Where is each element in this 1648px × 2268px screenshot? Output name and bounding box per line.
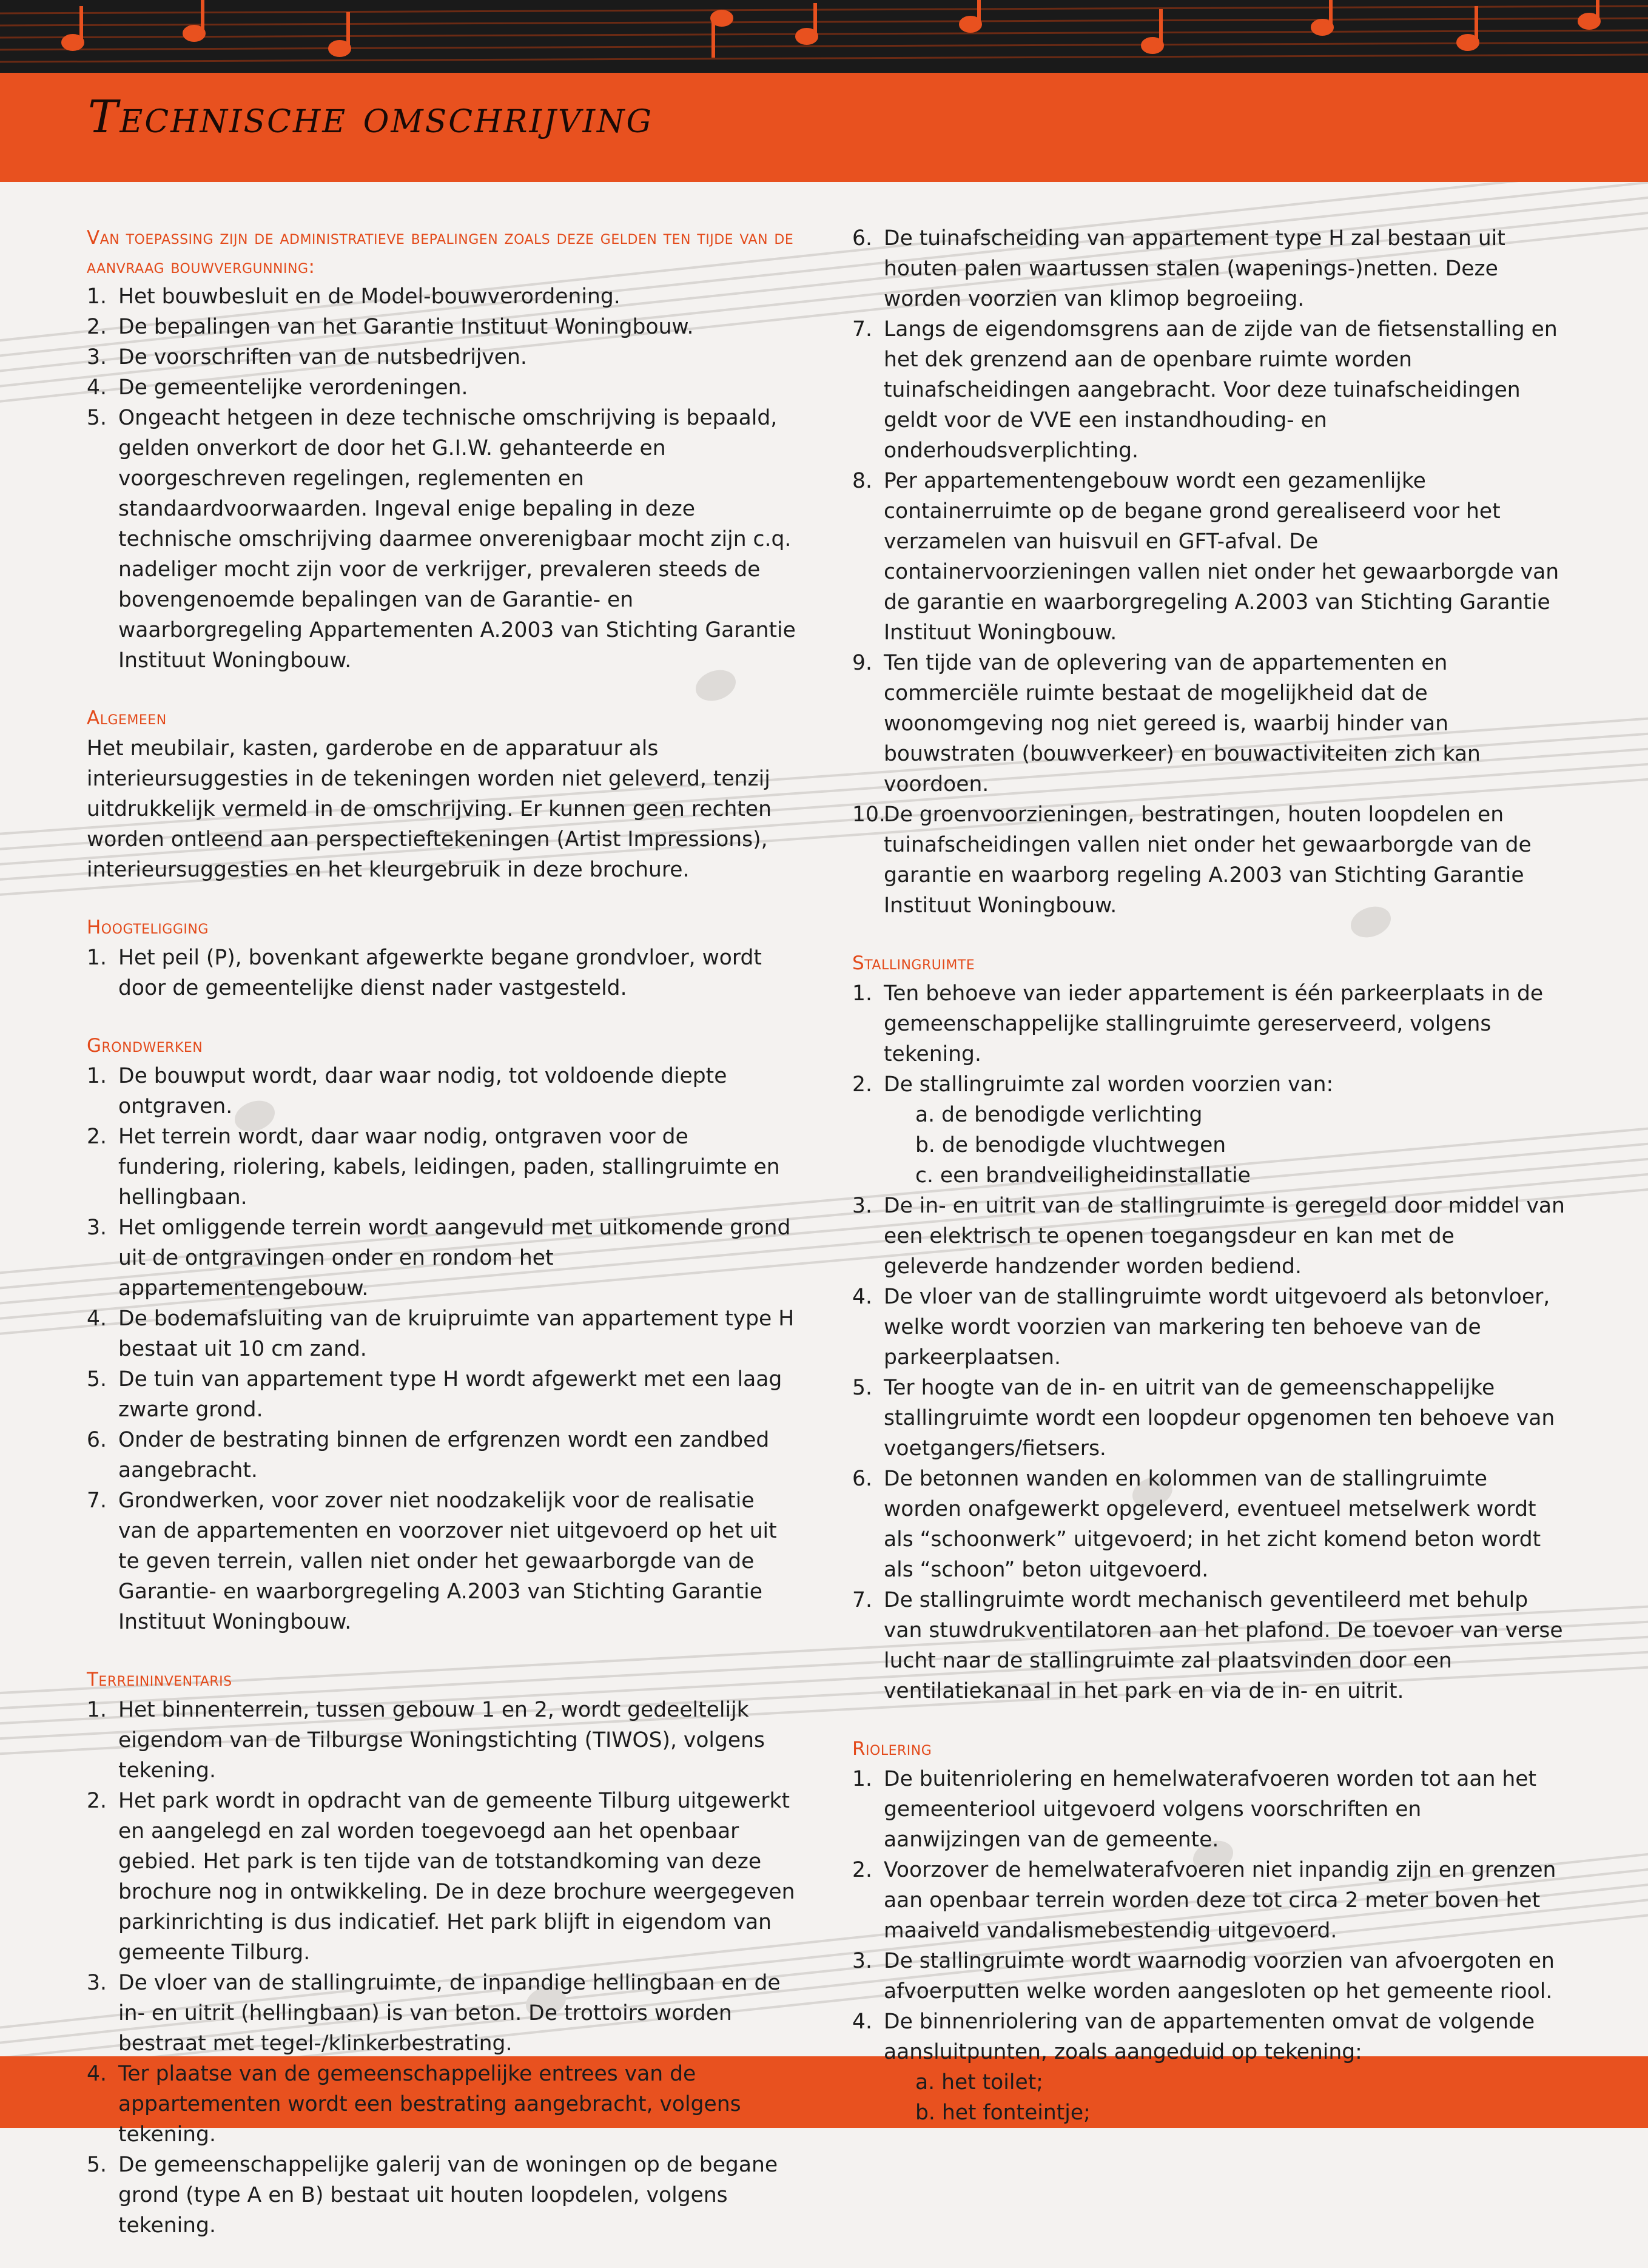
item-text: De gemeentelijke verordeningen. xyxy=(118,375,468,400)
item-text: De betonnen wanden en kolommen van de stallingruimte worden onafgewerkt opgeleverd, eventueel metselwerk wordt als “schoonwerk” uitgevoerd; in het zicht komend beton wordt als “schoon” beton uitgevoerd. xyxy=(884,1467,1541,1582)
list-item xyxy=(852,466,1565,648)
item-text: De stallingruimte wordt mechanisch geventileerd met behulp van stuwdrukventilatoren aan het plafond. De toevoer van verse lucht naar de stallingruimte zal plaatsvinden door een ventilatiekanaal in het park en via de in- en uitrit. xyxy=(884,1588,1563,1703)
item-number: 10. xyxy=(852,803,886,827)
item-number: 8. xyxy=(852,469,872,493)
item-text: Ongeacht hetgeen in deze technische omschrijving is bepaald, gelden onverkort de door het G.I.W. gehanteerde en voorgeschreven regelingen, reglementen en standaardvoorwaarden. Ingeval enige bepaling in deze technische omschrijving daarmee onverenigbaar mocht zijn c.q. nadeliger mocht zijn voor de verkrijger, prevaleren steeds de bovengenoemde bepalingen van de Garantie- en waarborgregeling Appartementen A.2003 van Stichting Garantie Instituut Woningbouw. xyxy=(118,406,796,673)
list-item xyxy=(852,2007,1565,2128)
item-number: 1. xyxy=(87,284,107,309)
item-number: 1. xyxy=(852,1767,872,1791)
sub-item: b. het fonteintje; xyxy=(915,2101,1091,2125)
section-grondwerken xyxy=(87,1031,796,1637)
item-number: 4. xyxy=(852,1285,872,1309)
item-number: 6. xyxy=(852,1467,872,1491)
item-text: Grondwerken, voor zover niet noodzakelijk voor de realisatie van de appartementen en voorzover niet uitgevoerd op het uit te geven terrein, vallen niet onder het gewaarborgde van de Garantie- en waarborgregeling A.2003 van Stichting Garantie Instituut Woningbouw. xyxy=(118,1489,777,1634)
list-item xyxy=(852,1764,1565,1855)
list-item xyxy=(852,978,1565,1069)
item-text: De buitenriolering en hemelwaterafvoeren worden tot aan het gemeenteriool uitgevoerd volgens voorschriften en aanwijzingen van de gemeente. xyxy=(884,1767,1537,1852)
list-item xyxy=(852,1585,1565,1706)
list-item xyxy=(852,1282,1565,1373)
item-number: 1. xyxy=(87,946,107,970)
item-number: 6. xyxy=(87,1428,107,1452)
item-text: Ter plaatse van de gemeenschappelijke entrees van de appartementen wordt een bestrating aangebracht, volgens tekening. xyxy=(118,2062,741,2147)
section-stallingruimte xyxy=(852,948,1565,1706)
item-number: 3. xyxy=(87,1216,107,1240)
list-item xyxy=(87,1695,796,1786)
list-item xyxy=(852,1946,1565,2007)
item-text: De bepalingen van het Garantie Instituut Woningbouw. xyxy=(118,315,694,339)
list-item xyxy=(87,1364,796,1425)
item-number: 4. xyxy=(87,2062,107,2086)
sub-list xyxy=(884,2067,1565,2128)
list-item xyxy=(87,403,796,676)
list-item xyxy=(852,799,1565,921)
item-number: 5. xyxy=(852,1376,872,1400)
list-item xyxy=(87,1213,796,1304)
list-item xyxy=(852,1373,1565,1464)
list-item xyxy=(87,1486,796,1637)
section-terreininventaris-continued xyxy=(852,223,1565,921)
list-item xyxy=(87,943,796,1003)
item-number: 2. xyxy=(852,1858,872,1882)
section-hoogteligging xyxy=(87,912,796,1003)
sub-list xyxy=(884,1100,1565,1191)
item-number: 5. xyxy=(87,406,107,430)
list-item xyxy=(87,1968,796,2059)
header-music-band xyxy=(0,0,1648,73)
section-heading: Algemeen xyxy=(87,707,167,729)
sub-item: a. het toilet; xyxy=(915,2070,1043,2095)
list-item xyxy=(87,1061,796,1122)
item-number: 7. xyxy=(87,1489,107,1513)
section-heading: Terreininventaris xyxy=(87,1669,232,1691)
item-text: De voorschriften van de nutsbedrijven. xyxy=(118,345,527,369)
section-heading: Van toepassing zijn de administratieve bepalingen zoals deze gelden ten tijde van de aanvraag bouwvergunning: xyxy=(87,227,794,278)
numbered-list xyxy=(87,1695,796,2241)
item-text: Voorzover de hemelwaterafvoeren niet inpandig zijn en grenzen aan openbaar terrein worden deze tot circa 2 meter boven het maaiveld vandalismebestendig uitgevoerd. xyxy=(884,1858,1556,1943)
list-item xyxy=(87,1425,796,1486)
item-text: De in- en uitrit van de stallingruimte is geregeld door middel van een elektrisch te openen toegangsdeur en kan met de geleverde handzender worden bediend. xyxy=(884,1194,1565,1279)
list-item xyxy=(87,281,796,312)
item-text: De vloer van de stallingruimte, de inpandige hellingbaan en de in- en uitrit (hellingbaan) is van beton. De trottoirs worden bestraat met tegel-/klinkerbestrating. xyxy=(118,1971,781,2056)
music-notes-decoration xyxy=(0,0,1648,73)
item-text: Onder de bestrating binnen de erfgrenzen wordt een zandbed aangebracht. xyxy=(118,1428,770,1482)
item-number: 3. xyxy=(852,1194,872,1218)
item-text: De groenvoorzieningen, bestratingen, houten loopdelen en tuinafscheidingen vallen niet onder het gewaarborgde van de garantie en waarborg regeling A.2003 van Stichting Garantie Instituut Woningbouw. xyxy=(884,803,1532,918)
numbered-list xyxy=(852,978,1565,1706)
item-number: 7. xyxy=(852,317,872,342)
item-text: Het terrein wordt, daar waar nodig, ontgraven voor de fundering, riolering, kabels, leidingen, paden, stallingruimte en hellingbaan. xyxy=(118,1125,780,1210)
item-number: 2. xyxy=(87,315,107,339)
item-text: Het bouwbesluit en de Model-bouwverordening. xyxy=(118,284,621,309)
section-paragraph: Het meubilair, kasten, garderobe en de apparatuur als interieursuggesties in de tekeningen worden niet geleverd, tenzij uitdrukkelijk vermeld in de omschrijving. Er kunnen geen rechten worden ontleend aan perspectieftekeningen (Artist Impressions), interieursuggesties en het kleurgebruik in deze brochure. xyxy=(87,736,772,882)
sub-item: b. de benodigde vluchtwegen xyxy=(915,1133,1226,1157)
item-number: 7. xyxy=(852,1588,872,1612)
item-number: 5. xyxy=(87,2153,107,2177)
sub-item: a. de benodigde verlichting xyxy=(915,1103,1203,1127)
item-number: 1. xyxy=(87,1698,107,1722)
section-riolering xyxy=(852,1734,1565,2128)
item-number: 1. xyxy=(87,1064,107,1088)
list-item xyxy=(87,372,796,403)
item-text: De gemeenschappelijke galerij van de woningen op de begane grond (type A en B) bestaat uit houten loopdelen, volgens tekening. xyxy=(118,2153,778,2238)
item-text: De tuin van appartement type H wordt afgewerkt met een laag zwarte grond. xyxy=(118,1367,782,1422)
item-text: Ten behoeve van ieder appartement is één parkeerplaats in de gemeenschappelijke stallingruimte gereserveerd, volgens tekening. xyxy=(884,981,1544,1066)
item-text: Het peil (P), bovenkant afgewerkte begane grondvloer, wordt door de gemeentelijke dienst nader vastgesteld. xyxy=(118,946,762,1000)
item-number: 9. xyxy=(852,651,872,675)
item-number: 4. xyxy=(87,375,107,400)
right-column xyxy=(852,223,1565,2155)
item-number: 2. xyxy=(87,1789,107,1813)
item-text: De bouwput wordt, daar waar nodig, tot voldoende diepte ontgraven. xyxy=(118,1064,727,1119)
item-text: Ten tijde van de oplevering van de appartementen en commerciële ruimte bestaat de mogelijkheid dat de woonomgeving nog niet gereed is, waarbij hinder van bouwstraten (bouwverkeer) en bouwactiviteiten zich kan voordoen. xyxy=(884,651,1481,796)
page-title: Technische omschrijving xyxy=(88,91,654,143)
section-algemeen xyxy=(87,703,796,885)
section-intro xyxy=(87,223,796,676)
list-item xyxy=(87,2059,796,2150)
item-text: Ter hoogte van de in- en uitrit van de gemeenschappelijke stallingruimte wordt een loopdeur opgenomen ten behoeve van voetgangers/fietsers. xyxy=(884,1376,1555,1461)
left-column xyxy=(87,223,796,2268)
item-text: De binnenriolering van de appartementen omvat de volgende aansluitpunten, zoals aangeduid op tekening: xyxy=(884,2010,1535,2064)
section-terreininventaris xyxy=(87,1664,796,2241)
item-number: 2. xyxy=(87,1125,107,1149)
list-item xyxy=(852,1069,1565,1191)
list-item xyxy=(852,1191,1565,1282)
item-text: De vloer van de stallingruimte wordt uitgevoerd als betonvloer, welke wordt voorzien van markering ten behoeve van de parkeerplaatsen. xyxy=(884,1285,1550,1370)
item-number: 6. xyxy=(852,226,872,251)
item-text: Langs de eigendomsgrens aan de zijde van de fietsenstalling en het dek grenzend aan de openbare ruimte worden tuinafscheidingen aangebracht. Voor deze tuinafscheidingen geldt voor de VVE een instandhouding- en onderhoudsverplichting. xyxy=(884,317,1558,463)
item-text: Het binnenterrein, tussen gebouw 1 en 2, wordt gedeeltelijk eigendom van de Tilburgse Woningstichting (TIWOS), volgens tekening. xyxy=(118,1698,765,1783)
list-item xyxy=(87,2150,796,2241)
list-item xyxy=(852,314,1565,466)
item-number: 5. xyxy=(87,1367,107,1391)
item-number: 3. xyxy=(852,1949,872,1973)
numbered-list xyxy=(87,1061,796,1637)
numbered-list xyxy=(852,223,1565,921)
numbered-list xyxy=(852,1764,1565,2128)
list-item xyxy=(852,1855,1565,1946)
numbered-list xyxy=(87,281,796,676)
item-number: 4. xyxy=(852,2010,872,2034)
item-text: De stallingruimte zal worden voorzien van: xyxy=(884,1072,1334,1097)
item-text: De stallingruimte wordt waarnodig voorzien van afvoergoten en afvoerputten welke worden aangesloten op het gemeente riool. xyxy=(884,1949,1555,2004)
item-number: 1. xyxy=(852,981,872,1006)
item-text: Het omliggende terrein wordt aangevuld met uitkomende grond uit de ontgravingen onder en rondom het appartementengebouw. xyxy=(118,1216,791,1301)
item-number: 3. xyxy=(87,1971,107,1995)
numbered-list xyxy=(87,943,796,1003)
item-number: 2. xyxy=(852,1072,872,1097)
item-text: De tuinafscheiding van appartement type H zal bestaan uit houten palen waartussen stalen (wapenings-)netten. Deze worden voorzien van klimop begroeiing. xyxy=(884,226,1505,311)
list-item xyxy=(87,1786,796,1968)
list-item xyxy=(87,312,796,342)
item-number: 3. xyxy=(87,345,107,369)
list-item xyxy=(87,342,796,372)
section-heading: Stallingruimte xyxy=(852,952,975,974)
section-heading: Riolering xyxy=(852,1738,932,1760)
item-text: Per appartementengebouw wordt een gezamenlijke containerruimte op de begane grond gerealiseerd voor het verzamelen van huisvuil en GFT-afval. De containervoorzieningen vallen niet onder het gewaarborgde van de garantie en waarborgregeling A.2003 van Stichting Garantie Instituut Woningbouw. xyxy=(884,469,1559,645)
item-text: De bodemafsluiting van de kruipruimte van appartement type H bestaat uit 10 cm zand. xyxy=(118,1307,795,1361)
list-item xyxy=(852,648,1565,799)
list-item xyxy=(87,1304,796,1364)
list-item xyxy=(852,1464,1565,1585)
section-heading: Hoogteligging xyxy=(87,917,209,938)
item-text: Het park wordt in opdracht van de gemeente Tilburg uitgewerkt en aangelegd en zal worden toegevoegd aan het openbaar gebied. Het park is ten tijde van de totstandkoming van deze brochure nog in ontwikkeling. De in deze brochure weergegeven parkinrichting is dus indicatief. Het park blijft in eigendom van gemeente Tilburg. xyxy=(118,1789,795,1965)
sub-item: c. een brandveiligheidinstallatie xyxy=(915,1163,1251,1188)
item-number: 4. xyxy=(87,1307,107,1331)
list-item xyxy=(87,1122,796,1213)
list-item xyxy=(852,223,1565,314)
section-heading: Grondwerken xyxy=(87,1035,203,1057)
